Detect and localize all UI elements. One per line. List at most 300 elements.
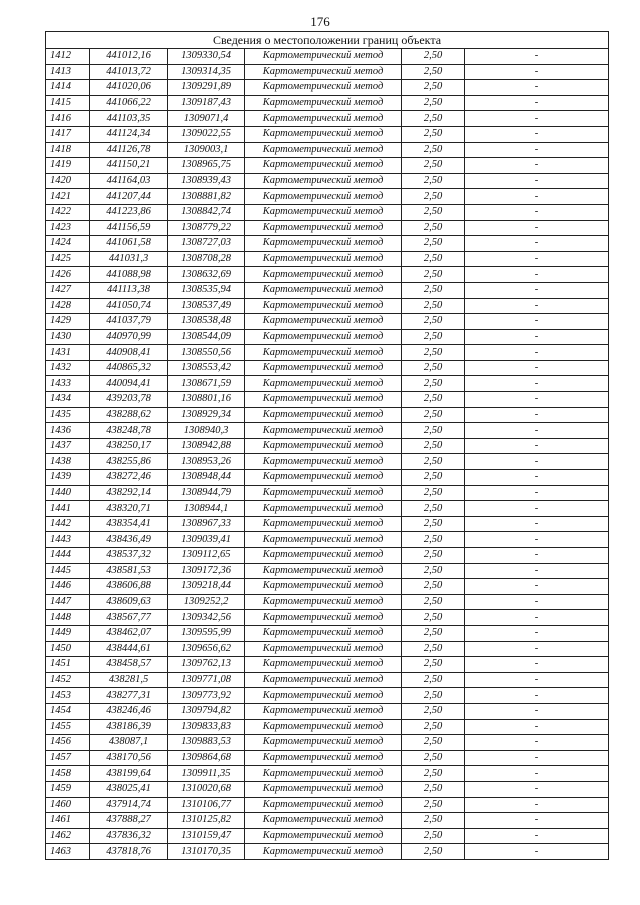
x-coordinate-cell: 438281,5 xyxy=(90,672,168,688)
point-number-cell: 1441 xyxy=(46,501,90,517)
description-cell: - xyxy=(465,376,609,392)
accuracy-cell: 2,50 xyxy=(402,95,465,111)
method-cell: Картометрический метод xyxy=(245,298,402,314)
method-cell: Картометрический метод xyxy=(245,376,402,392)
accuracy-cell: 2,50 xyxy=(402,813,465,829)
description-cell: - xyxy=(465,719,609,735)
point-number-cell: 1451 xyxy=(46,657,90,673)
y-coordinate-cell: 1309187,43 xyxy=(168,95,245,111)
description-cell: - xyxy=(465,204,609,220)
description-cell: - xyxy=(465,49,609,65)
accuracy-cell: 2,50 xyxy=(402,781,465,797)
point-number-cell: 1435 xyxy=(46,407,90,423)
y-coordinate-cell: 1308942,88 xyxy=(168,438,245,454)
y-coordinate-cell: 1308944,79 xyxy=(168,485,245,501)
y-coordinate-cell: 1310170,35 xyxy=(168,844,245,860)
table-row xyxy=(46,142,609,158)
accuracy-cell: 2,50 xyxy=(402,360,465,376)
y-coordinate-cell: 1308940,3 xyxy=(168,423,245,439)
description-cell: - xyxy=(465,345,609,361)
accuracy-cell: 2,50 xyxy=(402,376,465,392)
y-coordinate-cell: 1308939,43 xyxy=(168,173,245,189)
method-cell: Картометрический метод xyxy=(245,766,402,782)
x-coordinate-cell: 440865,32 xyxy=(90,360,168,376)
accuracy-cell: 2,50 xyxy=(402,501,465,517)
table-row xyxy=(46,345,609,361)
description-cell: - xyxy=(465,532,609,548)
method-cell: Картометрический метод xyxy=(245,657,402,673)
y-coordinate-cell: 1308553,42 xyxy=(168,360,245,376)
description-cell: - xyxy=(465,750,609,766)
x-coordinate-cell: 438292,14 xyxy=(90,485,168,501)
table-row xyxy=(46,516,609,532)
accuracy-cell: 2,50 xyxy=(402,532,465,548)
table-row xyxy=(46,641,609,657)
accuracy-cell: 2,50 xyxy=(402,470,465,486)
table-row xyxy=(46,672,609,688)
y-coordinate-cell: 1309771,08 xyxy=(168,672,245,688)
table-row xyxy=(46,688,609,704)
description-cell: - xyxy=(465,516,609,532)
accuracy-cell: 2,50 xyxy=(402,173,465,189)
point-number-cell: 1462 xyxy=(46,828,90,844)
accuracy-cell: 2,50 xyxy=(402,594,465,610)
x-coordinate-cell: 441113,38 xyxy=(90,282,168,298)
x-coordinate-cell: 438444,61 xyxy=(90,641,168,657)
accuracy-cell: 2,50 xyxy=(402,189,465,205)
point-number-cell: 1418 xyxy=(46,142,90,158)
table-row xyxy=(46,548,609,564)
method-cell: Картометрический метод xyxy=(245,844,402,860)
table-row xyxy=(46,579,609,595)
description-cell: - xyxy=(465,672,609,688)
accuracy-cell: 2,50 xyxy=(402,579,465,595)
x-coordinate-cell: 438436,49 xyxy=(90,532,168,548)
method-cell: Картометрический метод xyxy=(245,750,402,766)
method-cell: Картометрический метод xyxy=(245,189,402,205)
description-cell: - xyxy=(465,625,609,641)
accuracy-cell: 2,50 xyxy=(402,158,465,174)
table-row xyxy=(46,797,609,813)
y-coordinate-cell: 1309833,83 xyxy=(168,719,245,735)
y-coordinate-cell: 1309022,55 xyxy=(168,126,245,142)
description-cell: - xyxy=(465,126,609,142)
y-coordinate-cell: 1308544,09 xyxy=(168,329,245,345)
table-row xyxy=(46,423,609,439)
x-coordinate-cell: 441012,16 xyxy=(90,49,168,65)
accuracy-cell: 2,50 xyxy=(402,111,465,127)
accuracy-cell: 2,50 xyxy=(402,766,465,782)
x-coordinate-cell: 438462,07 xyxy=(90,625,168,641)
point-number-cell: 1461 xyxy=(46,813,90,829)
table-row xyxy=(46,236,609,252)
accuracy-cell: 2,50 xyxy=(402,298,465,314)
description-cell: - xyxy=(465,282,609,298)
y-coordinate-cell: 1309762,13 xyxy=(168,657,245,673)
accuracy-cell: 2,50 xyxy=(402,267,465,283)
x-coordinate-cell: 441223,86 xyxy=(90,204,168,220)
x-coordinate-cell: 441103,35 xyxy=(90,111,168,127)
x-coordinate-cell: 438567,77 xyxy=(90,610,168,626)
table-row xyxy=(46,766,609,782)
point-number-cell: 1427 xyxy=(46,282,90,298)
x-coordinate-cell: 438606,88 xyxy=(90,579,168,595)
point-number-cell: 1457 xyxy=(46,750,90,766)
y-coordinate-cell: 1310106,77 xyxy=(168,797,245,813)
method-cell: Картометрический метод xyxy=(245,360,402,376)
method-cell: Картометрический метод xyxy=(245,501,402,517)
table-row xyxy=(46,204,609,220)
point-number-cell: 1446 xyxy=(46,579,90,595)
method-cell: Картометрический метод xyxy=(245,563,402,579)
x-coordinate-cell: 441050,74 xyxy=(90,298,168,314)
accuracy-cell: 2,50 xyxy=(402,282,465,298)
method-cell: Картометрический метод xyxy=(245,516,402,532)
table-row xyxy=(46,314,609,330)
point-number-cell: 1456 xyxy=(46,735,90,751)
x-coordinate-cell: 437836,32 xyxy=(90,828,168,844)
description-cell: - xyxy=(465,797,609,813)
method-cell: Картометрический метод xyxy=(245,95,402,111)
method-cell: Картометрический метод xyxy=(245,688,402,704)
table-row xyxy=(46,376,609,392)
accuracy-cell: 2,50 xyxy=(402,672,465,688)
description-cell: - xyxy=(465,173,609,189)
accuracy-cell: 2,50 xyxy=(402,625,465,641)
method-cell: Картометрический метод xyxy=(245,485,402,501)
x-coordinate-cell: 441164,03 xyxy=(90,173,168,189)
page-number: 176 xyxy=(310,14,330,29)
x-coordinate-cell: 441150,21 xyxy=(90,158,168,174)
y-coordinate-cell: 1308944,1 xyxy=(168,501,245,517)
accuracy-cell: 2,50 xyxy=(402,49,465,65)
point-number-cell: 1453 xyxy=(46,688,90,704)
y-coordinate-cell: 1308727,03 xyxy=(168,236,245,252)
method-cell: Картометрический метод xyxy=(245,158,402,174)
table-row xyxy=(46,251,609,267)
description-cell: - xyxy=(465,251,609,267)
point-number-cell: 1442 xyxy=(46,516,90,532)
x-coordinate-cell: 438277,31 xyxy=(90,688,168,704)
table-row xyxy=(46,719,609,735)
x-coordinate-cell: 438537,32 xyxy=(90,548,168,564)
point-number-cell: 1417 xyxy=(46,126,90,142)
x-coordinate-cell: 438186,39 xyxy=(90,719,168,735)
x-coordinate-cell: 438255,86 xyxy=(90,454,168,470)
y-coordinate-cell: 1309003,1 xyxy=(168,142,245,158)
point-number-cell: 1419 xyxy=(46,158,90,174)
description-cell: - xyxy=(465,298,609,314)
description-cell: - xyxy=(465,438,609,454)
point-number-cell: 1459 xyxy=(46,781,90,797)
table-row xyxy=(46,470,609,486)
accuracy-cell: 2,50 xyxy=(402,142,465,158)
table-row xyxy=(46,501,609,517)
description-cell: - xyxy=(465,111,609,127)
table-row xyxy=(46,485,609,501)
point-number-cell: 1443 xyxy=(46,532,90,548)
description-cell: - xyxy=(465,470,609,486)
method-cell: Картометрический метод xyxy=(245,828,402,844)
y-coordinate-cell: 1308708,28 xyxy=(168,251,245,267)
accuracy-cell: 2,50 xyxy=(402,485,465,501)
point-number-cell: 1448 xyxy=(46,610,90,626)
table-row xyxy=(46,64,609,80)
accuracy-cell: 2,50 xyxy=(402,750,465,766)
description-cell: - xyxy=(465,189,609,205)
method-cell: Картометрический метод xyxy=(245,735,402,751)
point-number-cell: 1432 xyxy=(46,360,90,376)
point-number-cell: 1449 xyxy=(46,625,90,641)
point-number-cell: 1420 xyxy=(46,173,90,189)
description-cell: - xyxy=(465,813,609,829)
accuracy-cell: 2,50 xyxy=(402,688,465,704)
y-coordinate-cell: 1308801,16 xyxy=(168,392,245,408)
point-number-cell: 1439 xyxy=(46,470,90,486)
description-cell: - xyxy=(465,267,609,283)
description-cell: - xyxy=(465,485,609,501)
method-cell: Картометрический метод xyxy=(245,579,402,595)
description-cell: - xyxy=(465,501,609,517)
y-coordinate-cell: 1309071,4 xyxy=(168,111,245,127)
method-cell: Картометрический метод xyxy=(245,797,402,813)
description-cell: - xyxy=(465,423,609,439)
point-number-cell: 1438 xyxy=(46,454,90,470)
x-coordinate-cell: 438609,63 xyxy=(90,594,168,610)
y-coordinate-cell: 1309656,62 xyxy=(168,641,245,657)
method-cell: Картометрический метод xyxy=(245,719,402,735)
table-row xyxy=(46,735,609,751)
point-number-cell: 1415 xyxy=(46,95,90,111)
method-cell: Картометрический метод xyxy=(245,267,402,283)
table-row xyxy=(46,360,609,376)
point-number-cell: 1412 xyxy=(46,49,90,65)
point-number-cell: 1429 xyxy=(46,314,90,330)
y-coordinate-cell: 1309595,99 xyxy=(168,625,245,641)
accuracy-cell: 2,50 xyxy=(402,610,465,626)
y-coordinate-cell: 1309112,65 xyxy=(168,548,245,564)
method-cell: Картометрический метод xyxy=(245,625,402,641)
description-cell: - xyxy=(465,735,609,751)
description-cell: - xyxy=(465,548,609,564)
table-row xyxy=(46,49,609,65)
accuracy-cell: 2,50 xyxy=(402,220,465,236)
accuracy-cell: 2,50 xyxy=(402,703,465,719)
method-cell: Картометрический метод xyxy=(245,173,402,189)
accuracy-cell: 2,50 xyxy=(402,548,465,564)
y-coordinate-cell: 1308632,69 xyxy=(168,267,245,283)
method-cell: Картометрический метод xyxy=(245,80,402,96)
table-row xyxy=(46,563,609,579)
method-cell: Картометрический метод xyxy=(245,111,402,127)
y-coordinate-cell: 1309039,41 xyxy=(168,532,245,548)
x-coordinate-cell: 441156,59 xyxy=(90,220,168,236)
x-coordinate-cell: 438170,56 xyxy=(90,750,168,766)
point-number-cell: 1422 xyxy=(46,204,90,220)
x-coordinate-cell: 438248,78 xyxy=(90,423,168,439)
method-cell: Картометрический метод xyxy=(245,236,402,252)
description-cell: - xyxy=(465,579,609,595)
x-coordinate-cell: 438087,1 xyxy=(90,735,168,751)
accuracy-cell: 2,50 xyxy=(402,251,465,267)
description-cell: - xyxy=(465,407,609,423)
x-coordinate-cell: 441031,3 xyxy=(90,251,168,267)
table-row xyxy=(46,844,609,860)
description-cell: - xyxy=(465,828,609,844)
table-row xyxy=(46,813,609,829)
method-cell: Картометрический метод xyxy=(245,438,402,454)
y-coordinate-cell: 1308779,22 xyxy=(168,220,245,236)
y-coordinate-cell: 1308948,44 xyxy=(168,470,245,486)
point-number-cell: 1436 xyxy=(46,423,90,439)
description-cell: - xyxy=(465,844,609,860)
point-number-cell: 1431 xyxy=(46,345,90,361)
accuracy-cell: 2,50 xyxy=(402,828,465,844)
table-row xyxy=(46,126,609,142)
method-cell: Картометрический метод xyxy=(245,329,402,345)
description-cell: - xyxy=(465,454,609,470)
table-row xyxy=(46,781,609,797)
y-coordinate-cell: 1309794,82 xyxy=(168,703,245,719)
y-coordinate-cell: 1308842,74 xyxy=(168,204,245,220)
x-coordinate-cell: 439203,78 xyxy=(90,392,168,408)
description-cell: - xyxy=(465,781,609,797)
method-cell: Картометрический метод xyxy=(245,220,402,236)
description-cell: - xyxy=(465,329,609,345)
accuracy-cell: 2,50 xyxy=(402,80,465,96)
description-cell: - xyxy=(465,236,609,252)
y-coordinate-cell: 1309883,53 xyxy=(168,735,245,751)
method-cell: Картометрический метод xyxy=(245,610,402,626)
description-cell: - xyxy=(465,314,609,330)
table-row xyxy=(46,438,609,454)
y-coordinate-cell: 1309773,92 xyxy=(168,688,245,704)
method-cell: Картометрический метод xyxy=(245,594,402,610)
method-cell: Картометрический метод xyxy=(245,142,402,158)
method-cell: Картометрический метод xyxy=(245,64,402,80)
method-cell: Картометрический метод xyxy=(245,345,402,361)
x-coordinate-cell: 441124,34 xyxy=(90,126,168,142)
x-coordinate-cell: 438250,17 xyxy=(90,438,168,454)
accuracy-cell: 2,50 xyxy=(402,438,465,454)
y-coordinate-cell: 1310125,82 xyxy=(168,813,245,829)
x-coordinate-cell: 441061,58 xyxy=(90,236,168,252)
method-cell: Картометрический метод xyxy=(245,282,402,298)
table-row xyxy=(46,267,609,283)
method-cell: Картометрический метод xyxy=(245,703,402,719)
accuracy-cell: 2,50 xyxy=(402,392,465,408)
point-number-cell: 1444 xyxy=(46,548,90,564)
x-coordinate-cell: 438458,57 xyxy=(90,657,168,673)
x-coordinate-cell: 441020,06 xyxy=(90,80,168,96)
method-cell: Картометрический метод xyxy=(245,251,402,267)
x-coordinate-cell: 438581,53 xyxy=(90,563,168,579)
table-row xyxy=(46,703,609,719)
y-coordinate-cell: 1308550,56 xyxy=(168,345,245,361)
accuracy-cell: 2,50 xyxy=(402,657,465,673)
point-number-cell: 1440 xyxy=(46,485,90,501)
table-title: Сведения о местоположении границ объекта xyxy=(46,32,609,49)
y-coordinate-cell: 1308538,48 xyxy=(168,314,245,330)
y-coordinate-cell: 1308967,33 xyxy=(168,516,245,532)
point-number-cell: 1414 xyxy=(46,80,90,96)
description-cell: - xyxy=(465,142,609,158)
point-number-cell: 1424 xyxy=(46,236,90,252)
table-row xyxy=(46,454,609,470)
x-coordinate-cell: 440970,99 xyxy=(90,329,168,345)
accuracy-cell: 2,50 xyxy=(402,641,465,657)
point-number-cell: 1455 xyxy=(46,719,90,735)
accuracy-cell: 2,50 xyxy=(402,236,465,252)
table-row xyxy=(46,173,609,189)
table-row xyxy=(46,750,609,766)
table-row xyxy=(46,828,609,844)
method-cell: Картометрический метод xyxy=(245,781,402,797)
table-row xyxy=(46,407,609,423)
accuracy-cell: 2,50 xyxy=(402,797,465,813)
table-row xyxy=(46,95,609,111)
method-cell: Картометрический метод xyxy=(245,672,402,688)
table-row xyxy=(46,189,609,205)
y-coordinate-cell: 1308535,94 xyxy=(168,282,245,298)
point-number-cell: 1430 xyxy=(46,329,90,345)
accuracy-cell: 2,50 xyxy=(402,516,465,532)
table-row xyxy=(46,298,609,314)
x-coordinate-cell: 438246,46 xyxy=(90,703,168,719)
description-cell: - xyxy=(465,80,609,96)
point-number-cell: 1425 xyxy=(46,251,90,267)
y-coordinate-cell: 1310020,68 xyxy=(168,781,245,797)
description-cell: - xyxy=(465,95,609,111)
point-number-cell: 1428 xyxy=(46,298,90,314)
x-coordinate-cell: 438272,46 xyxy=(90,470,168,486)
description-cell: - xyxy=(465,158,609,174)
accuracy-cell: 2,50 xyxy=(402,204,465,220)
description-cell: - xyxy=(465,220,609,236)
y-coordinate-cell: 1309342,56 xyxy=(168,610,245,626)
point-number-cell: 1452 xyxy=(46,672,90,688)
method-cell: Картометрический метод xyxy=(245,423,402,439)
point-number-cell: 1421 xyxy=(46,189,90,205)
accuracy-cell: 2,50 xyxy=(402,126,465,142)
x-coordinate-cell: 438025,41 xyxy=(90,781,168,797)
y-coordinate-cell: 1308671,59 xyxy=(168,376,245,392)
x-coordinate-cell: 438354,41 xyxy=(90,516,168,532)
accuracy-cell: 2,50 xyxy=(402,64,465,80)
x-coordinate-cell: 437914,74 xyxy=(90,797,168,813)
accuracy-cell: 2,50 xyxy=(402,345,465,361)
y-coordinate-cell: 1308929,34 xyxy=(168,407,245,423)
y-coordinate-cell: 1309218,44 xyxy=(168,579,245,595)
description-cell: - xyxy=(465,688,609,704)
point-number-cell: 1447 xyxy=(46,594,90,610)
y-coordinate-cell: 1309864,68 xyxy=(168,750,245,766)
description-cell: - xyxy=(465,64,609,80)
method-cell: Картометрический метод xyxy=(245,204,402,220)
table-row xyxy=(46,657,609,673)
method-cell: Картометрический метод xyxy=(245,532,402,548)
description-cell: - xyxy=(465,392,609,408)
description-cell: - xyxy=(465,657,609,673)
point-number-cell: 1460 xyxy=(46,797,90,813)
table-row xyxy=(46,594,609,610)
method-cell: Картометрический метод xyxy=(245,314,402,330)
x-coordinate-cell: 438199,64 xyxy=(90,766,168,782)
description-cell: - xyxy=(465,766,609,782)
x-coordinate-cell: 437818,76 xyxy=(90,844,168,860)
method-cell: Картометрический метод xyxy=(245,641,402,657)
y-coordinate-cell: 1309252,2 xyxy=(168,594,245,610)
